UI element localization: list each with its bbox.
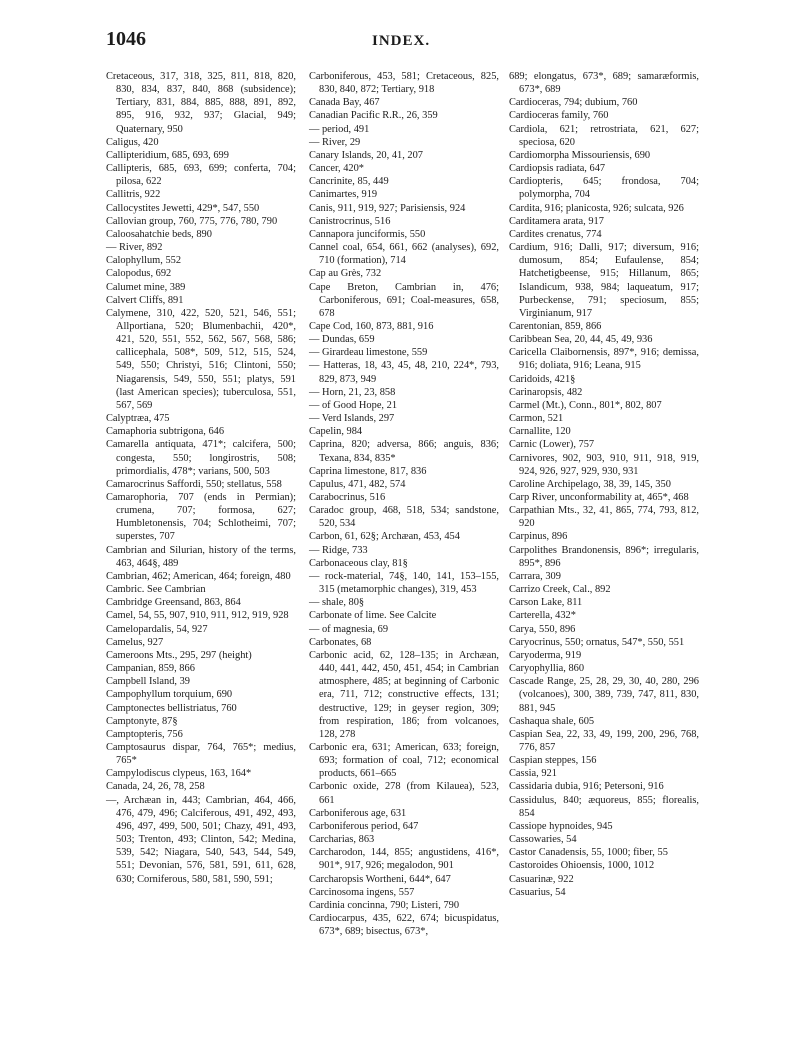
- index-entry: Carbonate of lime. See Calcite: [309, 610, 437, 622]
- index-entry: Caspian steppes, 156: [509, 755, 597, 767]
- index-entry: Calyptræa, 475: [106, 413, 170, 425]
- index-entry: Caridoids, 421§: [509, 373, 576, 385]
- index-entry: Cashaqua shale, 605: [509, 715, 595, 727]
- index-entry: Calumet mine, 389: [106, 281, 186, 293]
- index-column-2: [309, 70, 499, 938]
- index-entry: Cardinia concinna, 790; Listeri, 790: [309, 899, 460, 911]
- index-entry: Cap au Grès, 732: [309, 268, 382, 280]
- index-entry: Carpathian Mts., 32, 41, 865, 774, 793, 812, 920: [509, 505, 699, 530]
- index-entry: Carnic (Lower), 757: [509, 439, 595, 451]
- index-entry: Callovian group, 760, 775, 776, 780, 790: [106, 215, 278, 227]
- index-entry: Cancrinite, 85, 449: [309, 176, 389, 188]
- index-entry: Cardiopteris, 645; frondosa, 704; polymorpha, 704: [509, 176, 699, 201]
- index-entry: Cardium, 916; Dalli, 917; diversum, 916; dumosum, 854; Eufaulense, 854; Hatchetigbeense, 915; Hillanum, 865; Islandicum, 938, 984; laqueatum, 917; Purbeckense, 791; speciosum, 855; Virginianum, 917: [509, 242, 699, 319]
- index-entry: Camarophoria, 707 (ends in Permian); crumena, 707; formosa, 627; Humbletonensis, 704; Schlotheimi, 707; superstes, 707: [106, 492, 296, 543]
- index-entry: Caryocrinus, 550; ornatus, 547*, 550, 551: [509, 636, 685, 648]
- index-entry: Callipteridium, 685, 693, 699: [106, 149, 229, 161]
- index-entry: Cambrian and Silurian, history of the terms, 463, 464§, 489: [106, 544, 296, 569]
- index-entry: Camarocrinus Saffordi, 550; stellatus, 558: [106, 478, 282, 490]
- index-entry: Caroline Archipelago, 38, 39, 145, 350: [509, 478, 671, 490]
- index-entry: — period, 491: [309, 123, 370, 135]
- index-entry: — rock-material, 74§, 140, 141, 153–155, 315 (metamorphic changes), 319, 453: [309, 570, 499, 596]
- index-entry: Capelin, 984: [309, 426, 363, 438]
- index-entry: Cascade Range, 25, 28, 29, 30, 40, 280, 296 (volcanoes), 300, 389, 739, 747, 811, 830, 881, 945: [509, 676, 699, 714]
- index-entry: — Girardeau limestone, 559: [309, 347, 428, 359]
- index-entry: Capulus, 471, 482, 574: [309, 478, 406, 490]
- index-entry: Carcharias, 863: [309, 834, 375, 846]
- index-entry: Camarella antiquata, 471*; calcifera, 500; congesta, 550; longirostris, 508; primordialis, 478*; varians, 500, 503: [106, 439, 296, 477]
- index-entry: Cardioceras family, 760: [509, 110, 609, 122]
- index-entry: Cameroons Mts., 295, 297 (height): [106, 649, 252, 661]
- index-entry: Cannel coal, 654, 661, 662 (analyses), 692, 710 (formation), 714: [309, 242, 499, 267]
- index-entry: Callipteris, 685, 693, 699; conferta, 704; pilosa, 622: [106, 163, 296, 188]
- index-entry: Camptosaurus dispar, 764, 765*; medius, 765*: [106, 741, 296, 767]
- index-entry: Carterella, 432*: [509, 610, 576, 622]
- index-entry: Carbon, 61, 62§; Archæan, 453, 454: [309, 531, 460, 543]
- index-entry: Canada Bay, 467: [309, 97, 380, 109]
- index-column-3: [509, 70, 699, 899]
- index-entry: Carmel (Mt.), Conn., 801*, 802, 807: [509, 399, 662, 411]
- index-entry: Cape Breton, Cambrian in, 476; Carboniferous, 691; Coal-measures, 658, 678: [309, 281, 499, 319]
- index-entry: —, Archæan in, 443; Cambrian, 464, 466, 476, 479, 496; Calciferous, 491, 492, 493, 496, 497, 499, 500, 501; Chazy, 491, 493, 503; Trenton, 493; Clinton, 542; Medina, 539, 542; Niagara, 540, 543, 544, 549, 551; Devonian, 576, 581, 591, 611, 628, 630; Corniferous, 580, 581, 590, 591;: [106, 794, 296, 885]
- index-entry: Cardiomorpha Missouriensis, 690: [509, 149, 651, 161]
- index-entry: Caligus, 420: [106, 136, 159, 148]
- index-entry: Callocystites Jewetti, 429*, 547, 550: [106, 202, 260, 214]
- index-entry: Casuarinæ, 922: [509, 873, 574, 885]
- index-entry: — Horn, 21, 23, 858: [309, 386, 396, 398]
- index-entry: Carrizo Creek, Cal., 892: [509, 584, 611, 596]
- index-entry: — of magnesia, 69: [309, 623, 389, 635]
- index-entry: Calopodus, 692: [106, 268, 172, 280]
- index-entry: Carpolithes Brandonensis, 896*; irregularis, 895*, 896: [509, 544, 699, 569]
- index-entry: Camptonyte, 87§: [106, 715, 178, 727]
- index-entry: Caricella Claibornensis, 897*, 916; demissa, 916; doliata, 916; Leana, 915: [509, 347, 699, 372]
- page-title: INDEX.: [372, 33, 431, 49]
- index-entry: — River, 892: [106, 242, 163, 254]
- index-entry: Camel, 54, 55, 907, 910, 911, 912, 919, 928: [106, 610, 289, 622]
- index-entry: Campylodiscus clypeus, 163, 164*: [106, 768, 252, 780]
- index-entry: Canada, 24, 26, 78, 258: [106, 781, 205, 793]
- index-entry: Carboniferous, 453, 581; Cretaceous, 825, 830, 840, 872; Tertiary, 918: [309, 71, 499, 96]
- index-entry: Camelus, 927: [106, 636, 164, 648]
- index-entry: Camptopteris, 756: [106, 728, 183, 740]
- index-entry: Carcharopsis Wortheni, 644*, 647: [309, 873, 451, 885]
- index-entry: Carabocrinus, 516: [309, 492, 386, 503]
- index-entry: Cassiope hypnoides, 945: [509, 820, 613, 832]
- index-entry: Caloosahatchie beds, 890: [106, 228, 212, 240]
- index-entry: Carbonaceous clay, 81§: [309, 557, 408, 569]
- index-entry: Cambric. See Cambrian: [106, 584, 206, 596]
- index-entry: Camptonectes bellistriatus, 760: [106, 702, 237, 714]
- index-entry: Cancer, 420*: [309, 163, 364, 175]
- index-entry: Carboniferous age, 631: [309, 807, 407, 819]
- index-entry: Carboniferous period, 647: [309, 820, 419, 832]
- index-entry: Carrara, 309: [509, 570, 561, 582]
- index-entry: Canimartes, 919: [309, 189, 378, 201]
- index-entry: Carnivores, 902, 903, 910, 911, 918, 919, 924, 926, 927, 929, 930, 931: [509, 452, 699, 477]
- index-entry: Canistrocrinus, 516: [309, 215, 391, 227]
- index-entry: Cardites crenatus, 774: [509, 228, 602, 240]
- index-entry: Carentonian, 859, 866: [509, 320, 602, 332]
- index-entry: Camaphoria subtrigona, 646: [106, 426, 225, 438]
- index-entry: Calvert Cliffs, 891: [106, 294, 184, 306]
- index-entry: Calymene, 310, 422, 520, 521, 546, 551; Allportiana, 520; Blumenbachii, 420*, 421, 520, 551, 552, 562, 567, 568, 586; callicephala, 508*, 509, 512, 515, 524, 549, 550; Christyi, 516; Clintoni, 550; Niagarensis, 549, 550, 551; platys, 591 (last American species); tuberculosa, 551, 567, 569: [106, 307, 296, 411]
- index-entry: Caspian Sea, 22, 33, 49, 199, 200, 296, 768, 776, 857: [509, 728, 699, 753]
- index-entry: Canis, 911, 919, 927; Parisiensis, 924: [309, 202, 466, 214]
- index-entry: — shale, 80§: [309, 597, 365, 609]
- index-entry: Cretaceous, 317, 318, 325, 811, 818, 820, 830, 834, 837, 840, 868 (subsidence); Tertiary, 831, 884, 885, 888, 891, 892, 895, 916, 932, 937; Glacial, 949; Quaternary, 950: [106, 71, 296, 135]
- index-entry: Canadian Pacific R.R., 26, 359: [309, 110, 438, 122]
- index-entry: Cape Cod, 160, 873, 881, 916: [309, 320, 434, 332]
- index-entry: Cassowaries, 54: [509, 834, 577, 846]
- index-entry: Casuarius, 54: [509, 886, 566, 898]
- index-entry: Carbonates, 68: [309, 636, 372, 648]
- index-entry: Cardita, 916; planicosta, 926; sulcata, 926: [509, 202, 684, 214]
- index-entry: Carbonic era, 631; American, 633; foreign, 693; formation of coal, 712; economical products, 661–665: [309, 741, 499, 780]
- index-entry: — Dundas, 659: [309, 334, 375, 346]
- index-entry: Carpinus, 896: [509, 531, 568, 543]
- index-entry: Campanian, 859, 866: [106, 663, 195, 675]
- index-entry: Carbonic acid, 62, 128–135; in Archæan, 440, 441, 442, 450, 451, 454; in Cambrian atmosphere, 485; at beginning of Carbonic era, 711, 712; constructive effects, 131; destructive, 129; in geyser region, 309; from respiration, 186; from volcanoes, 128, 278: [309, 649, 499, 740]
- index-entry: Caryophyllia, 860: [509, 663, 585, 675]
- index-entry: Carcharodon, 144, 855; angustidens, 416*, 901*, 917, 926; megalodon, 901: [309, 847, 499, 872]
- index-entry: 689; elongatus, 673*, 689; samaræformis, 673*, 689: [509, 71, 699, 96]
- index-entry: Castor Canadensis, 55, 1000; fiber, 55: [509, 847, 668, 859]
- index-entry: Cassidulus, 840; æquoreus, 855; florealis, 854: [509, 794, 699, 819]
- index-entry: Cassia, 921: [509, 768, 557, 780]
- index-entry: Callitris, 922: [106, 189, 161, 201]
- index-entry: Carnallite, 120: [509, 426, 571, 438]
- index-entry: Caradoc group, 468, 518, 534; sandstone, 520, 534: [309, 505, 499, 530]
- index-entry: Cassidaria dubia, 916; Petersoni, 916: [509, 781, 664, 793]
- index-entry: Carditamera arata, 917: [509, 215, 604, 227]
- index-entry: — Hatteras, 18, 43, 45, 48, 210, 224*, 793, 829, 873, 949: [309, 360, 499, 385]
- index-entry: Cambrian, 462; American, 464; foreign, 480: [106, 570, 291, 582]
- index-entry: Cannapora junciformis, 550: [309, 228, 426, 240]
- index-entry: — of Good Hope, 21: [309, 399, 398, 411]
- index-entry: Caryoderma, 919: [509, 649, 582, 661]
- index-entry: Carya, 550, 896: [509, 623, 576, 635]
- index-entry: Cardiola, 621; retrostriata, 621, 627; speciosa, 620: [509, 123, 699, 148]
- index-entry: Carbonic oxide, 278 (from Kilauea), 523, 661: [309, 781, 499, 806]
- index-entry: Canary Islands, 20, 41, 207: [309, 149, 423, 161]
- index-entry: Cambridge Greensand, 863, 864: [106, 597, 241, 609]
- index-entry: — River, 29: [309, 136, 361, 148]
- page-number: 1046: [106, 28, 146, 50]
- index-entry: Carinaropsis, 482: [509, 386, 583, 398]
- index-entry: Castoroides Ohioensis, 1000, 1012: [509, 860, 655, 872]
- index-entry: Carp River, unconformability at, 465*, 468: [509, 492, 689, 503]
- index-entry: — Ridge, 733: [309, 544, 368, 556]
- index-entry: Campophyllum torquium, 690: [106, 689, 233, 701]
- index-entry: Caprina, 820; adversa, 866; anguis, 836; Texana, 834, 835*: [309, 439, 499, 464]
- index-entry: Carmon, 521: [509, 413, 564, 425]
- index-column-1: [106, 70, 296, 886]
- index-entry: Caribbean Sea, 20, 44, 45, 49, 936: [509, 334, 653, 346]
- index-entry: Cardioceras, 794; dubium, 760: [509, 97, 638, 109]
- index-entry: Carcinosoma ingens, 557: [309, 886, 415, 898]
- index-entry: Campbell Island, 39: [106, 676, 190, 688]
- index-entry: Camelopardalis, 54, 927: [106, 623, 208, 635]
- index-entry: Cardiopsis radiata, 647: [509, 163, 606, 175]
- index-entry: Carson Lake, 811: [509, 597, 583, 609]
- index-entry: — Verd Islands, 297: [309, 413, 395, 425]
- index-entry: Calophyllum, 552: [106, 255, 182, 267]
- index-entry: Caprina limestone, 817, 836: [309, 465, 427, 477]
- index-entry: Cardiocarpus, 435, 622, 674; bicuspidatus, 673*, 689; bisectus, 673*,: [309, 913, 499, 938]
